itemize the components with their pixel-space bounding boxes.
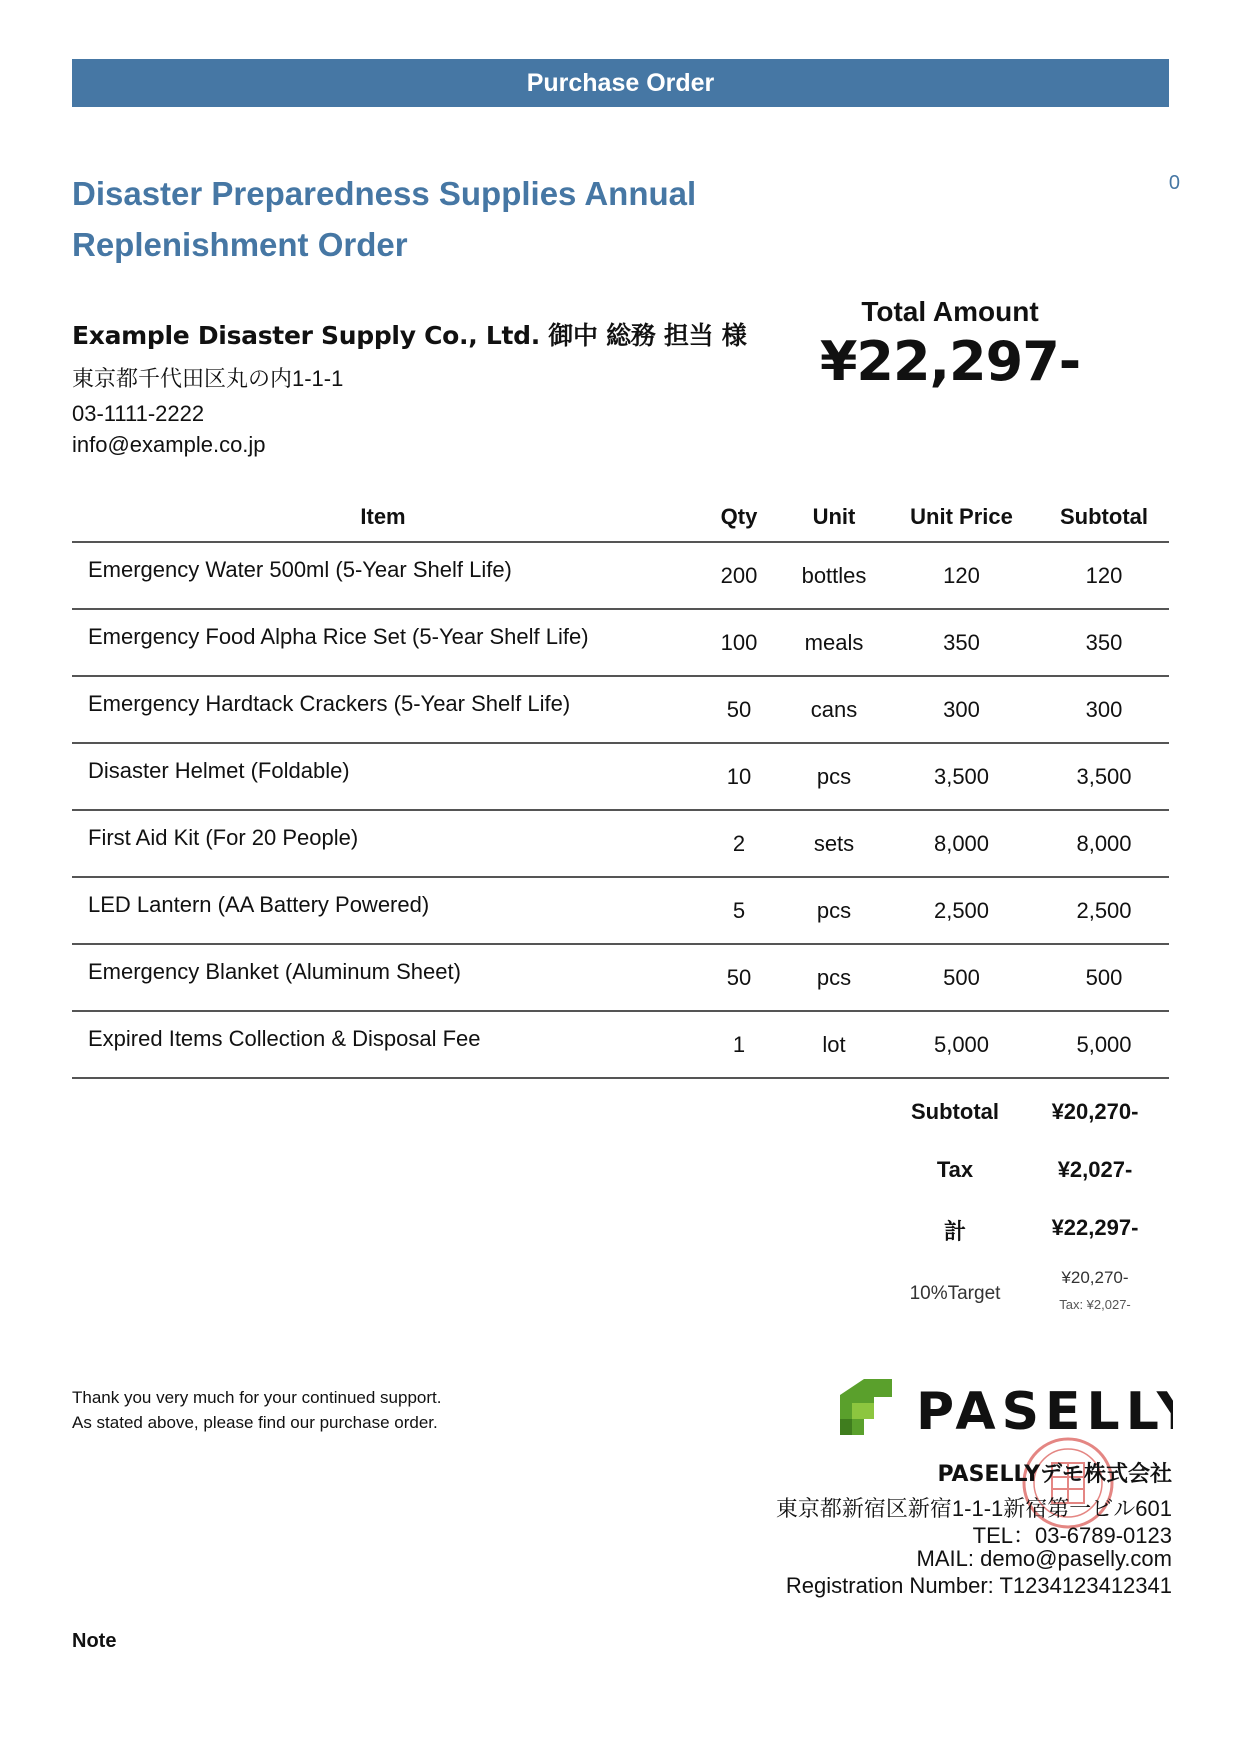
item-unit: pcs xyxy=(784,743,884,810)
item-unit: lot xyxy=(784,1011,884,1078)
item-name: Disaster Helmet (Foldable) xyxy=(72,743,694,810)
note-label: Note xyxy=(72,1630,117,1652)
tax-target-label: 10%Target xyxy=(909,1283,1001,1304)
table-header-row xyxy=(72,492,1169,542)
item-qty: 10 xyxy=(694,743,784,810)
item-unit: pcs xyxy=(784,877,884,944)
table-row xyxy=(72,609,1169,676)
item-unit: pcs xyxy=(784,944,884,1011)
item-unit-price: 2,500 xyxy=(884,877,1039,944)
item-unit-price: 3,500 xyxy=(884,743,1039,810)
item-qty: 200 xyxy=(694,542,784,609)
item-subtotal: 5,000 xyxy=(1039,1011,1169,1078)
item-name: First Aid Kit (For 20 People) xyxy=(72,810,694,877)
summary-subtotal xyxy=(880,1099,1170,1139)
header-unit: Unit xyxy=(784,492,884,542)
summary-tax-label: Tax xyxy=(936,1157,974,1182)
issuer-address: 東京都新宿区新宿1-1-1新宿第一ビル601 xyxy=(775,1496,1172,1521)
table-row xyxy=(72,877,1169,944)
document-type-banner: Purchase Order xyxy=(72,59,1169,107)
item-subtotal: 2,500 xyxy=(1039,877,1169,944)
item-subtotal: 8,000 xyxy=(1039,810,1169,877)
client-address: 東京都千代田区丸の内1-1-1 xyxy=(72,366,344,391)
total-amount-value: ¥22,297- xyxy=(819,330,1081,393)
issuer-tel: TEL：03-6789-0123 xyxy=(972,1523,1172,1548)
document-number: 0 xyxy=(1168,172,1180,194)
item-unit-price: 350 xyxy=(884,609,1039,676)
issuer-registration-number: Registration Number: T1234123412341 xyxy=(785,1573,1172,1598)
item-unit-price: 500 xyxy=(884,944,1039,1011)
thanks-message: Thank you very much for your continued support. xyxy=(72,1388,442,1407)
header-item: Item xyxy=(72,492,694,542)
item-unit-price: 8,000 xyxy=(884,810,1039,877)
item-qty: 50 xyxy=(694,676,784,743)
item-unit: cans xyxy=(784,676,884,743)
item-name: Expired Items Collection & Disposal Fee xyxy=(72,1011,694,1078)
paselly-logo-mark xyxy=(838,1375,1173,1437)
order-title: Disaster Preparedness Supplies Annual Replenishment Order xyxy=(72,175,697,263)
item-name: Emergency Food Alpha Rice Set (5-Year Shelf Life) xyxy=(72,609,694,676)
summary-tax xyxy=(880,1157,1170,1197)
order-statement: As stated above, please find our purchase order. xyxy=(72,1413,438,1432)
client-phone: 03-1111-2222 xyxy=(72,401,205,426)
item-unit-price: 5,000 xyxy=(884,1011,1039,1078)
summary-total-value: ¥22,297- xyxy=(1051,1215,1139,1240)
item-unit-price: 300 xyxy=(884,676,1039,743)
item-unit: bottles xyxy=(784,542,884,609)
issuer-mail: MAIL: demo@paselly.com xyxy=(916,1546,1172,1571)
item-subtotal: 120 xyxy=(1039,542,1169,609)
item-subtotal: 350 xyxy=(1039,609,1169,676)
item-name: LED Lantern (AA Battery Powered) xyxy=(72,877,694,944)
summary-total xyxy=(880,1215,1170,1255)
summary-subtotal-value: ¥20,270- xyxy=(1051,1099,1139,1124)
client-name: Example Disaster Supply Co., Ltd. 御中 総務 担当 様 xyxy=(72,321,747,350)
item-name: Emergency Hardtack Crackers (5-Year Shelf Life) xyxy=(72,676,694,743)
table-row xyxy=(72,542,1169,609)
issuer-company-name: PASELLYデモ株式会社 xyxy=(937,1462,1172,1487)
item-qty: 5 xyxy=(694,877,784,944)
tax-target-tax: Tax: ¥2,027- xyxy=(1059,1297,1131,1312)
client-email: info@example.co.jp xyxy=(72,432,266,457)
tax-target-amount: ¥20,270- xyxy=(1061,1268,1129,1287)
item-qty: 2 xyxy=(694,810,784,877)
total-amount-label: Total Amount xyxy=(861,296,1039,327)
item-unit: meals xyxy=(784,609,884,676)
table-row xyxy=(72,743,1169,810)
summary-subtotal-label: Subtotal xyxy=(911,1099,999,1124)
header-subtotal: Subtotal xyxy=(1039,492,1169,542)
item-qty: 50 xyxy=(694,944,784,1011)
items-table xyxy=(72,492,1169,1079)
table-row xyxy=(72,1011,1169,1078)
item-unit: sets xyxy=(784,810,884,877)
item-name: Emergency Blanket (Aluminum Sheet) xyxy=(72,944,694,1011)
item-name: Emergency Water 500ml (5-Year Shelf Life) xyxy=(72,542,694,609)
table-row xyxy=(72,810,1169,877)
paselly-logo xyxy=(838,1375,1173,1437)
table-row xyxy=(72,676,1169,743)
item-subtotal: 500 xyxy=(1039,944,1169,1011)
item-qty: 1 xyxy=(694,1011,784,1078)
item-unit-price: 120 xyxy=(884,542,1039,609)
table-row xyxy=(72,944,1169,1011)
summary-tax-value: ¥2,027- xyxy=(1057,1157,1133,1182)
header-qty: Qty xyxy=(694,492,784,542)
item-subtotal: 300 xyxy=(1039,676,1169,743)
item-qty: 100 xyxy=(694,609,784,676)
logo-wordmark: PASELLY xyxy=(916,1382,1173,1437)
header-unit-price: Unit Price xyxy=(884,492,1039,542)
item-subtotal: 3,500 xyxy=(1039,743,1169,810)
summary-total-label: 計 xyxy=(943,1220,966,1245)
